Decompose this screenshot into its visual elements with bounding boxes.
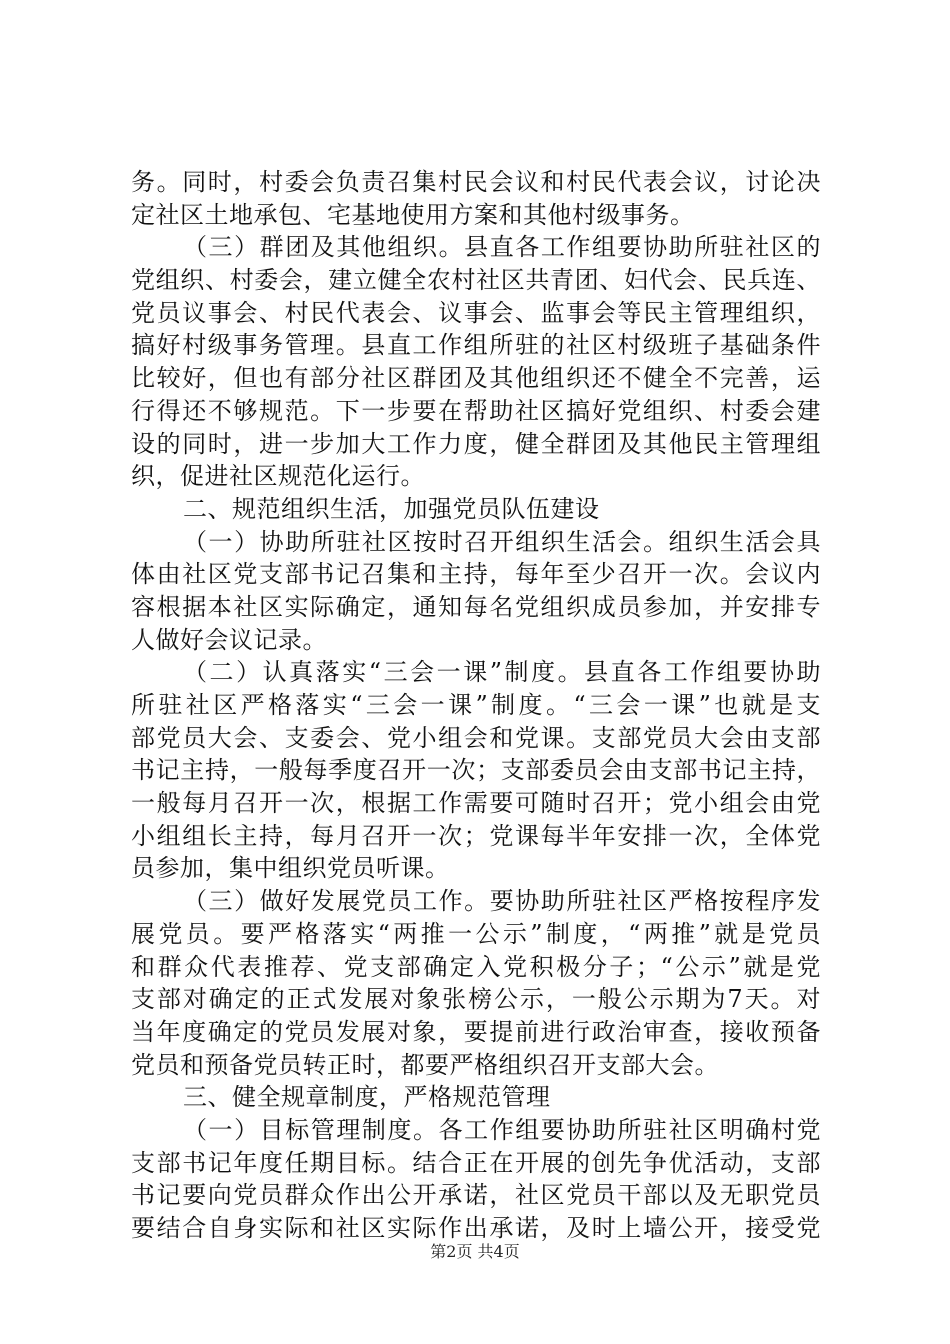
text-line: 党员和预备党员转正时，都要严格组织召开支部大会。 [131,1050,719,1079]
text-line: 书记要向党员群众作出公开承诺，社区党员干部以及无职党员 [131,1181,821,1210]
text-line: （一）协助所驻社区按时召开组织生活会。组织生活会具 [183,527,821,556]
text-line: 展党员。要严格落实“两推一公示”制度，“两推”就是党员 [131,919,821,948]
text-line: 当年度确定的党员发展对象，要提前进行政治审查，接收预备 [131,1017,821,1046]
text-line: 书记主持，一般每季度召开一次；支部委员会由支部书记主持， [131,756,821,785]
text-line: 务。同时，村委会负责召集村民会议和村民代表会议，讨论决 [131,168,821,196]
text-line: 行得还不够规范。下一步要在帮助社区搞好党组织、村委会建 [131,396,821,425]
text-line: 部党员大会、支委会、党小组会和党课。支部党员大会由支部 [131,723,821,752]
document-body [131,166,821,1245]
text-line: 所驻社区严格落实“三会一课”制度。“三会一课”也就是支 [131,691,821,719]
text-line: （三）群团及其他组织。县直各工作组要协助所驻社区的 [183,233,821,262]
text-line: 搞好村级事务管理。县直工作组所驻的社区村级班子基础条件 [131,331,821,360]
text-line: （三）做好发展党员工作。要协助所驻社区严格按程序发 [183,887,821,916]
text-line: 比较好，但也有部分社区群团及其他组织还不健全不完善，运 [131,364,821,393]
text-line: 人做好会议记录。 [131,625,327,654]
text-line: 员参加，集中组织党员听课。 [131,854,450,883]
text-line: 体由社区党支部书记召集和主持，每年至少召开一次。会议内 [131,560,821,589]
text-line: 一般每月召开一次，根据工作需要可随时召开；党小组会由党 [131,789,821,818]
text-line: 党组织、村委会，建立健全农村社区共青团、妇代会、民兵连、 [131,266,821,295]
text-line: 要结合自身实际和社区实际作出承诺，及时上墙公开，接受党 [131,1214,821,1242]
text-line: 小组组长主持，每月召开一次；党课每半年安排一次，全体党 [131,821,821,850]
text-line: 支部书记年度任期目标。结合正在开展的创先争优活动，支部 [131,1148,821,1177]
text-line: 党员议事会、村民代表会、议事会、监事会等民主管理组织， [131,298,821,327]
page-footer: 第2页 共4页 [430,1242,520,1261]
text-line: 定社区土地承包、宅基地使用方案和其他村级事务。 [131,200,695,229]
text-line: 织，促进社区规范化运行。 [131,462,425,491]
text-line: 二、规范组织生活，加强党员队伍建设 [183,494,600,523]
text-line: （二）认真落实“三会一课”制度。县直各工作组要协助 [183,658,821,687]
text-line: 支部对确定的正式发展对象张榜公示，一般公示期为7天。对 [131,985,821,1014]
text-line: 三、健全规章制度，严格规范管理 [183,1083,551,1112]
text-line: 容根据本社区实际确定，通知每名党组织成员参加，并安排专 [131,592,821,621]
text-line: 和群众代表推荐、党支部确定入党积极分子；“公示”就是党 [131,952,821,981]
text-line: （一）目标管理制度。各工作组要协助所驻社区明确村党 [183,1115,821,1144]
text-line: 设的同时，进一步加大工作力度，健全群团及其他民主管理组 [131,429,821,458]
